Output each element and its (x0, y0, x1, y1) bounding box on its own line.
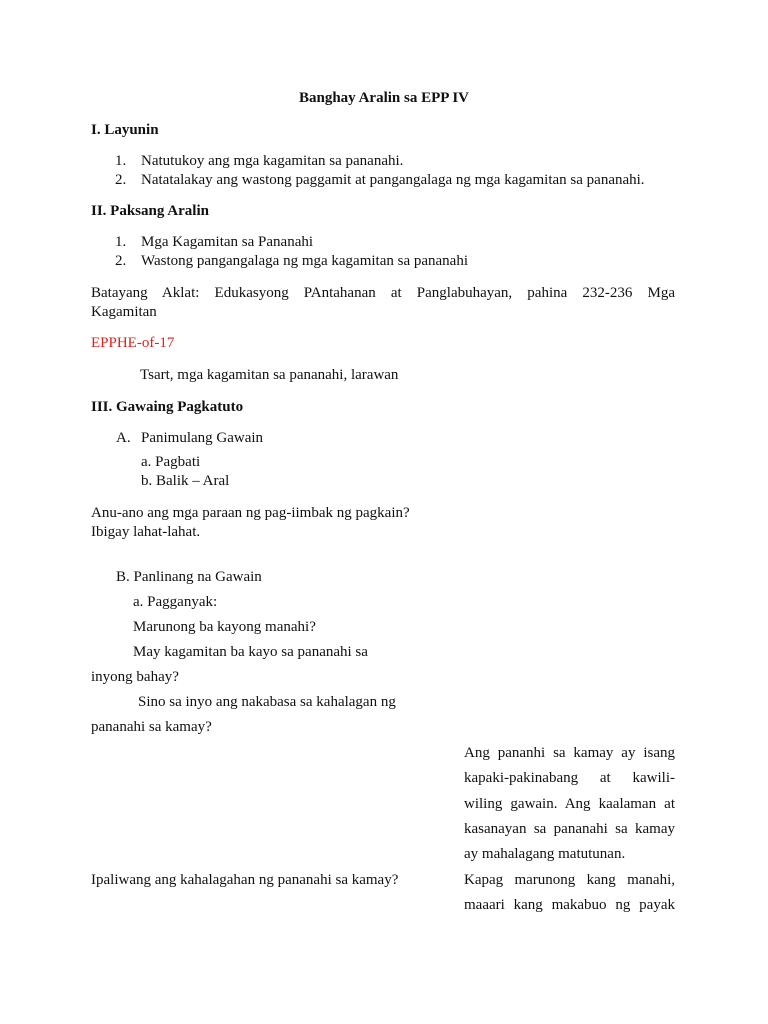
list-item-number: 2. (115, 253, 127, 269)
motivation-question-1: Marunong ba kayong manahi? (133, 619, 316, 635)
answer-1-line: kapaki-pakinabang at kawili- (464, 770, 675, 786)
materials-text: Tsart, mga kagamitan sa pananahi, larawan (140, 367, 399, 383)
part-a-item: b. Balik – Aral (141, 473, 230, 489)
motivation-question-3-line-1: Sino sa inyo ang nakabasa sa kahalagan ng (138, 694, 396, 710)
explanation-question: Ipaliwang ang kahalagahan ng pananahi sa kamay? (91, 872, 399, 888)
answer-2-line: maaari kang makabuo ng payak (464, 897, 675, 913)
section-heading-gawaing-pagkatuto: III. Gawaing Pagkatuto (91, 399, 244, 415)
part-a-item: a. Pagbati (141, 454, 201, 470)
list-item: Mga Kagamitan sa Pananahi (141, 234, 314, 250)
list-item: Wastong pangangalaga ng mga kagamitan sa pananahi (141, 253, 469, 269)
answer-1-line: ay mahalagang matutunan. (464, 846, 626, 862)
list-item-number: 1. (115, 153, 127, 169)
document-title: Banghay Aralin sa EPP IV (298, 90, 470, 106)
review-question-line-1: Anu-ano ang mga paraan ng pag-iimbak ng pagkain? (91, 505, 410, 521)
answer-2-line: Kapag marunong kang manahi, (464, 872, 675, 888)
review-question-line-2: Ibigay lahat-lahat. (91, 524, 201, 540)
list-item-number: 2. (115, 172, 127, 188)
section-heading-layunin: I. Layunin (91, 122, 159, 138)
motivation-question-3-line-2: pananahi sa kamay? (91, 719, 212, 735)
part-a-label: A. (116, 430, 131, 446)
list-item: Natatalakay ang wastong paggamit at pangangalaga ng mga kagamitan sa pananahi. (141, 172, 645, 188)
pagganyak-label: a. Pagganyak: (133, 594, 218, 610)
part-a-title: Panimulang Gawain (141, 430, 264, 446)
answer-1-line: Ang pananhi sa kamay ay isang (464, 745, 675, 761)
motivation-question-2-line-2: inyong bahay? (91, 669, 179, 685)
answer-1-line: wiling gawain. Ang kaalaman at (464, 796, 675, 812)
answer-1-line: kasanayan sa pananahi sa kamay (464, 821, 675, 837)
motivation-question-2-line-1: May kagamitan ba kayo sa pananahi sa (133, 644, 368, 660)
reference-text-line-1: Batayang Aklat: Edukasyong PAntahanan at Panglabuhayan, pahina 232-236 Mga (91, 285, 675, 301)
list-item: Natutukoy ang mga kagamitan sa pananahi. (141, 153, 404, 169)
part-b-title: B. Panlinang na Gawain (116, 569, 262, 585)
section-heading-paksang-aralin: II. Paksang Aralin (91, 203, 209, 219)
reference-text-line-2: Kagamitan (91, 304, 157, 320)
competency-code: EPPHE-of-17 (91, 335, 175, 351)
list-item-number: 1. (115, 234, 127, 250)
